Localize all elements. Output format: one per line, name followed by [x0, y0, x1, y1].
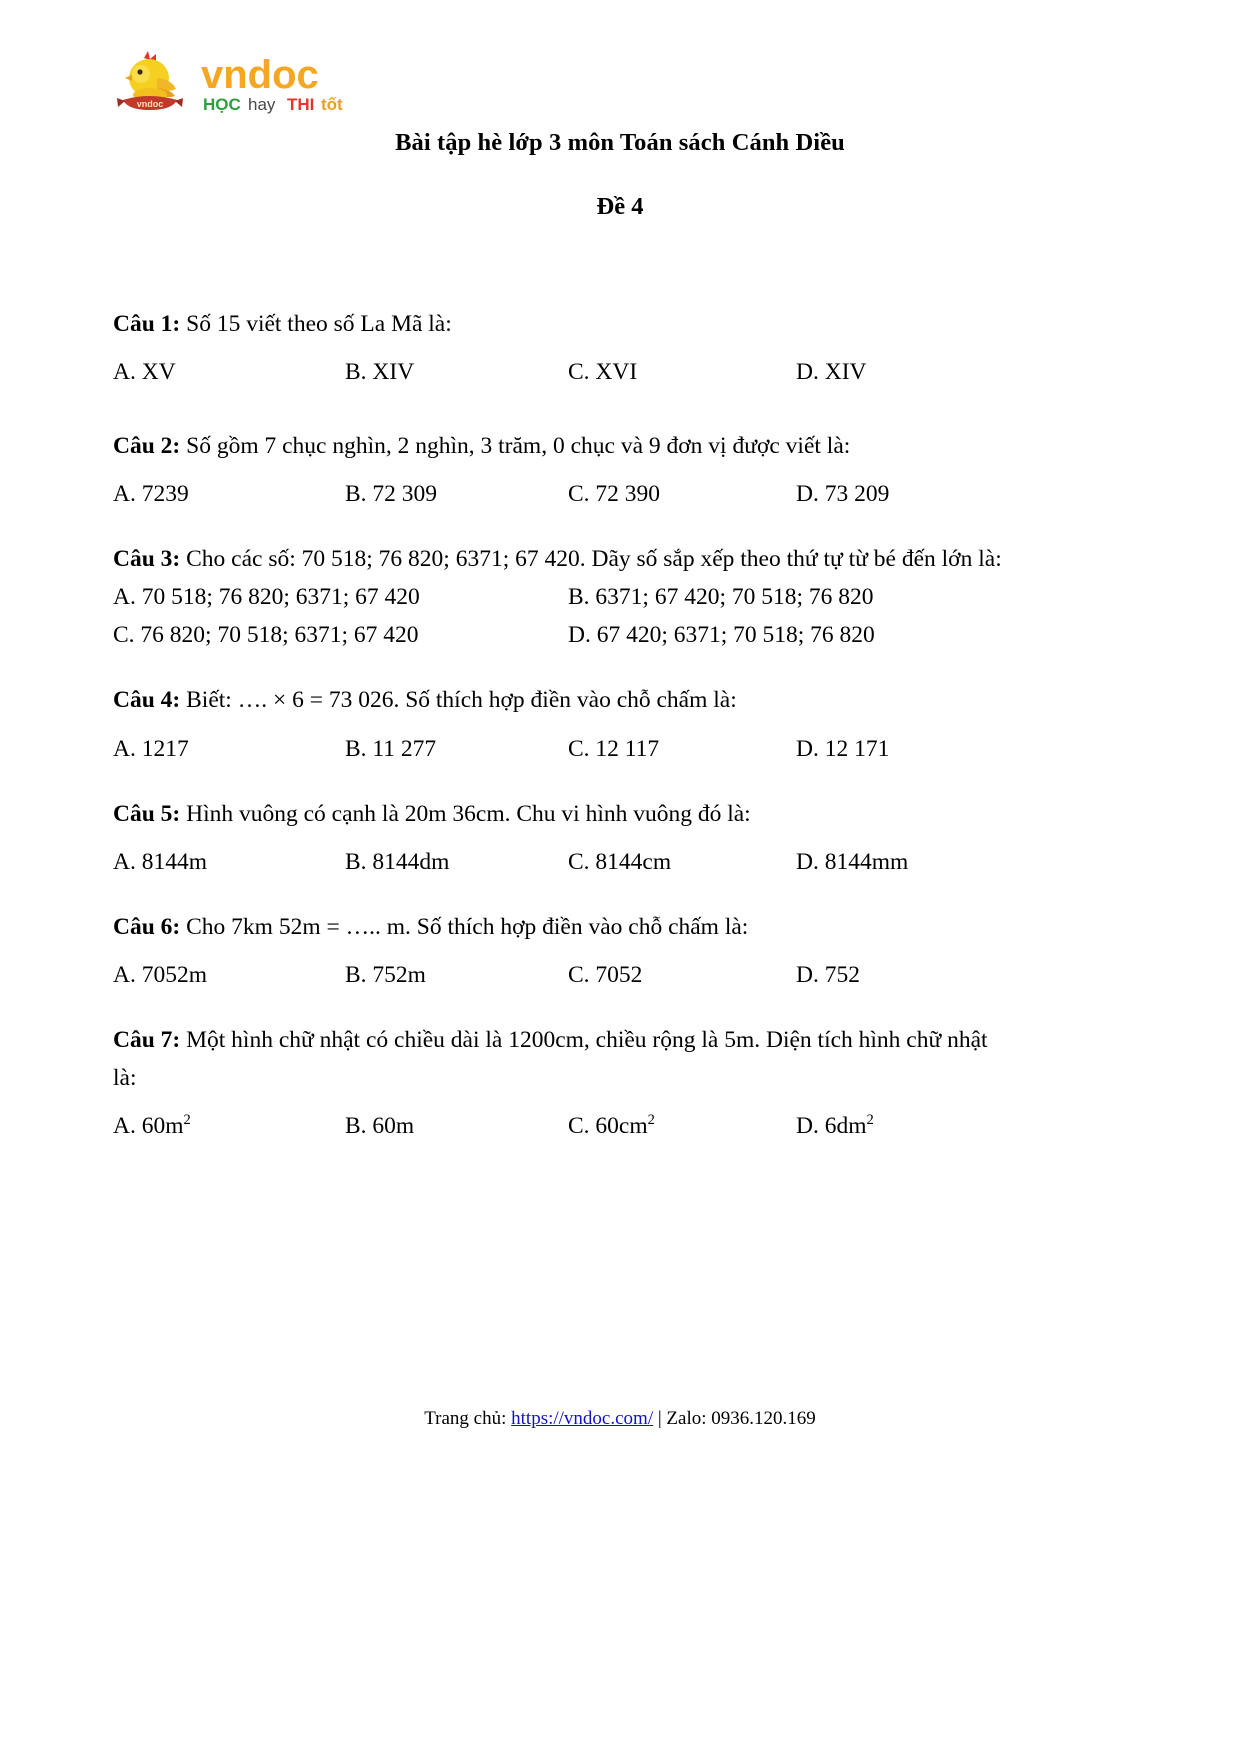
footer-prefix: Trang chủ: — [424, 1408, 512, 1429]
question-stem-7 — [113, 1021, 1003, 1097]
question-label-2: Câu 2: — [113, 433, 181, 460]
spacer — [113, 654, 1003, 681]
question-block-1 — [113, 305, 1003, 391]
questions-container — [113, 305, 1003, 1145]
vndoc-logo — [113, 48, 413, 120]
spacer — [113, 768, 1003, 795]
question-stem-4 — [113, 681, 1003, 719]
spacer — [113, 833, 1003, 843]
option-1-d[interactable]: D. XIV — [796, 359, 867, 386]
question-block-2 — [113, 427, 1003, 513]
question-label-4: Câu 4: — [113, 687, 181, 714]
options-row-3-bottom — [113, 616, 1003, 654]
spacer — [113, 881, 1003, 908]
option-5-d[interactable]: D. 8144mm — [796, 848, 909, 875]
options-row-1 — [113, 353, 1003, 391]
spacer — [113, 1097, 1003, 1107]
page-subtitle: Đề 4 — [596, 193, 644, 220]
option-7-c[interactable] — [568, 1107, 796, 1145]
svg-text:vndoc: vndoc — [201, 53, 319, 97]
spacer — [113, 946, 1003, 956]
question-text-6: Cho 7km 52m = ….. m. Số thích hợp điền vào chỗ chấm là: — [180, 913, 749, 940]
options-row-2 — [113, 475, 1003, 513]
option-4-a[interactable]: A. 1217 — [113, 735, 189, 762]
spacer — [113, 513, 1003, 540]
svg-text:tốt: tốt — [321, 95, 343, 114]
option-1-b[interactable]: B. XIV — [345, 359, 415, 386]
svg-text:THI: THI — [287, 95, 315, 114]
question-label-3: Câu 3: — [113, 546, 181, 573]
option-7-a[interactable] — [113, 1107, 345, 1145]
options-row-3-top — [113, 578, 1003, 616]
option-1-a[interactable]: A. XV — [113, 359, 176, 386]
svg-text:hay: hay — [248, 95, 276, 114]
question-block-3 — [113, 540, 1003, 654]
question-block-4 — [113, 681, 1003, 767]
option-3-a[interactable]: A. 70 518; 76 820; 6371; 67 420 — [113, 584, 420, 611]
svg-text:vndoc: vndoc — [136, 99, 164, 109]
logo-wordmark-text — [201, 53, 319, 97]
option-5-c[interactable]: C. 8144cm — [568, 848, 672, 875]
logo-tagline-text — [203, 95, 343, 114]
question-label-6: Câu 6: — [113, 913, 181, 940]
option-6-d[interactable]: D. 752 — [796, 961, 860, 988]
footer-homepage-link[interactable]: https://vndoc.com/ — [511, 1408, 654, 1429]
option-3-b[interactable]: B. 6371; 67 420; 70 518; 76 820 — [568, 584, 874, 611]
logo-svg — [113, 48, 413, 120]
question-stem-1 — [113, 305, 1003, 343]
option-2-d[interactable]: D. 73 209 — [796, 481, 890, 508]
options-row-6 — [113, 956, 1003, 994]
question-block-6 — [113, 908, 1003, 994]
option-2-c[interactable]: C. 72 390 — [568, 481, 661, 508]
question-stem-3 — [113, 540, 1003, 578]
question-block-5 — [113, 795, 1003, 881]
option-4-b[interactable]: B. 11 277 — [345, 735, 437, 762]
option-4-d[interactable]: D. 12 171 — [796, 735, 890, 762]
question-label-7: Câu 7: — [113, 1026, 181, 1053]
page-title: Bài tập hè lớp 3 môn Toán sách Cánh Diều — [395, 129, 845, 156]
option-2-b[interactable]: B. 72 309 — [345, 481, 438, 508]
question-text-7: Một hình chữ nhật có chiều dài là 1200cm, chiều rộng là 5m. Diện tích hình chữ nhật là: — [113, 1026, 988, 1091]
option-7-c-sup: 2 — [647, 1112, 655, 1129]
option-7-d-sup: 2 — [866, 1112, 874, 1129]
question-stem-6 — [113, 908, 1003, 946]
spacer — [113, 994, 1003, 1021]
option-5-b[interactable]: B. 8144dm — [345, 848, 450, 875]
footer-suffix: | Zalo: 0936.120.169 — [653, 1408, 816, 1429]
question-block-7 — [113, 1021, 1003, 1145]
question-label-5: Câu 5: — [113, 800, 181, 827]
chicken-mascot-icon — [117, 51, 183, 110]
spacer — [113, 391, 1003, 427]
option-7-a-sup: 2 — [183, 1112, 191, 1129]
option-3-d[interactable]: D. 67 420; 6371; 70 518; 76 820 — [568, 622, 875, 649]
option-1-c[interactable]: C. XVI — [568, 359, 638, 386]
question-stem-5 — [113, 795, 1003, 833]
option-7-c-base: C. 60cm — [568, 1112, 648, 1139]
option-7-d-base: D. 6dm — [796, 1112, 867, 1139]
option-7-a-base: A. 60m — [113, 1112, 184, 1139]
question-stem-2 — [113, 427, 1003, 465]
svg-text:HỌC: HỌC — [203, 95, 241, 114]
question-text-1: Số 15 viết theo số La Mã là: — [180, 311, 452, 337]
spacer — [113, 720, 1003, 730]
options-row-7 — [113, 1107, 1003, 1145]
option-7-b-base: B. 60m — [345, 1112, 415, 1139]
question-text-4: Biết: …. × 6 = 73 026. Số thích hợp điền vào chỗ chấm là: — [180, 687, 737, 714]
option-3-c[interactable]: C. 76 820; 70 518; 6371; 67 420 — [113, 622, 419, 649]
option-7-d[interactable] — [796, 1107, 874, 1145]
option-4-c[interactable]: C. 12 117 — [568, 735, 660, 762]
page-footer — [0, 1408, 1240, 1430]
question-text-5: Hình vuông có cạnh là 20m 36cm. Chu vi hình vuông đó là: — [180, 800, 751, 827]
option-2-a[interactable]: A. 7239 — [113, 481, 189, 508]
option-6-a[interactable]: A. 7052m — [113, 961, 207, 988]
options-row-4 — [113, 730, 1003, 768]
option-7-b[interactable] — [345, 1107, 568, 1145]
spacer — [113, 465, 1003, 475]
question-text-3: Cho các số: 70 518; 76 820; 6371; 67 420. Dãy số sắp xếp theo thứ tự từ bé đến lớn là: — [180, 546, 1002, 573]
question-text-2: Số gồm 7 chục nghìn, 2 nghìn, 3 trăm, 0 chục và 9 đơn vị được viết là: — [180, 433, 851, 460]
options-row-5 — [113, 843, 1003, 881]
spacer — [113, 343, 1003, 353]
question-label-1: Câu 1: — [113, 311, 181, 337]
option-6-b[interactable]: B. 752m — [345, 961, 426, 988]
option-6-c[interactable]: C. 7052 — [568, 961, 643, 988]
option-5-a[interactable]: A. 8144m — [113, 848, 207, 875]
